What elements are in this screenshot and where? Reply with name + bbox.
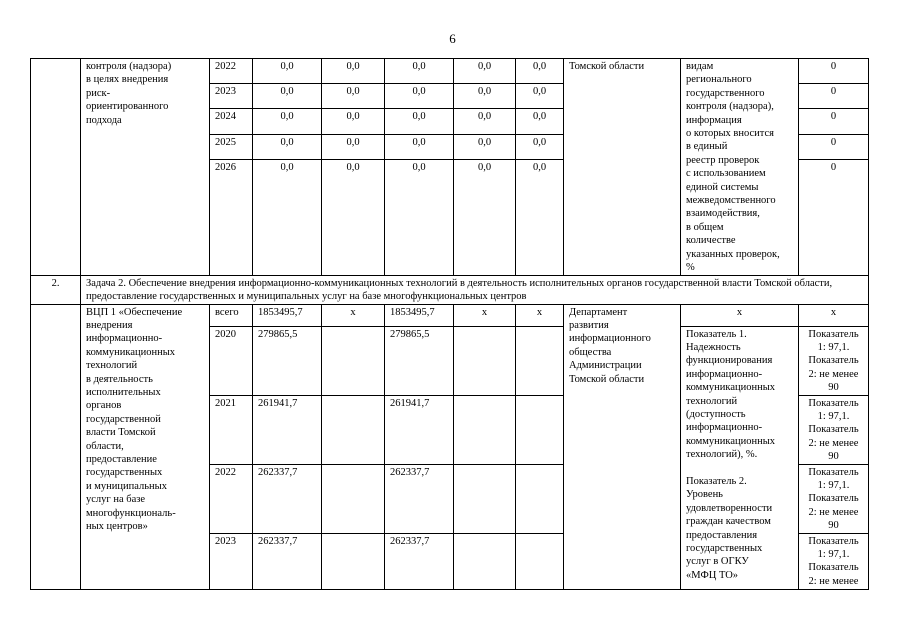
- value-cell: 1853495,7: [385, 304, 454, 326]
- value-cell: 0,0: [385, 84, 454, 109]
- year-cell: 2026: [210, 159, 253, 275]
- value-cell: 261941,7: [253, 395, 322, 464]
- value-cell: 0,0: [253, 109, 322, 134]
- value-cell: 0,0: [253, 134, 322, 159]
- indicator-cell: Показатель 1. Надежность функционирования информационно- коммуникационных технологий (доступность информационно- коммуникационных технологий), %. Показатель 2. Уровень удовлетворенности граждан качеством предоставления государственных услуг в ОГКУ «МФЦ ТО»: [681, 326, 799, 589]
- year-cell: 2024: [210, 109, 253, 134]
- value-cell: [322, 464, 385, 533]
- table-row: [31, 304, 869, 326]
- year-cell: 2023: [210, 84, 253, 109]
- value-cell: x: [516, 304, 564, 326]
- value-cell: [454, 533, 516, 589]
- value-cell: 0,0: [385, 59, 454, 84]
- table-row: [31, 59, 869, 84]
- value-cell: x: [454, 304, 516, 326]
- value-cell: [454, 464, 516, 533]
- value-cell: [322, 326, 385, 395]
- indicator-value-cell: Показатель 1: 97,1. Показатель 2: не менее 90: [799, 326, 869, 395]
- program-table: [30, 58, 869, 590]
- value-cell: x: [322, 304, 385, 326]
- measure-description: контроля (надзора) в целях внедрения риск- ориентированного подхода: [81, 59, 210, 276]
- value-cell: [322, 533, 385, 589]
- value-cell: 0,0: [385, 159, 454, 275]
- indicator-value-cell: 0: [799, 84, 869, 109]
- indicator-value-cell: x: [799, 304, 869, 326]
- value-cell: 279865,5: [385, 326, 454, 395]
- year-cell: 2022: [210, 464, 253, 533]
- year-cell: 2023: [210, 533, 253, 589]
- value-cell: [454, 395, 516, 464]
- indicator-value-cell: Показатель 1: 97,1. Показатель 2: не менее: [799, 533, 869, 589]
- indicator-value-cell: Показатель 1: 97,1. Показатель 2: не менее 90: [799, 464, 869, 533]
- task-number: 2.: [31, 275, 81, 304]
- value-cell: 279865,5: [253, 326, 322, 395]
- value-cell: 0,0: [516, 84, 564, 109]
- value-cell: [322, 395, 385, 464]
- value-cell: 0,0: [322, 84, 385, 109]
- vcp-description: ВЦП 1 «Обеспечение внедрения информационно- коммуникационных технологий в деятельность исполнительных органов государственной власти Томской области, предоставление государственных и муниципальных услуг на базе многофункциональ- ных центров»: [81, 304, 210, 589]
- value-cell: 0,0: [322, 109, 385, 134]
- row-number-cell: [31, 304, 81, 589]
- year-cell: 2022: [210, 59, 253, 84]
- value-cell: 0,0: [322, 134, 385, 159]
- value-cell: [516, 326, 564, 395]
- value-cell: [454, 326, 516, 395]
- value-cell: 0,0: [516, 159, 564, 275]
- indicator-cell: x: [681, 304, 799, 326]
- row-number-cell: [31, 59, 81, 276]
- indicator-value-cell: Показатель 1: 97,1. Показатель 2: не менее 90: [799, 395, 869, 464]
- value-cell: [516, 533, 564, 589]
- value-cell: 0,0: [516, 59, 564, 84]
- year-cell: 2020: [210, 326, 253, 395]
- page-number: 6: [449, 31, 456, 46]
- value-cell: 1853495,7: [253, 304, 322, 326]
- value-cell: 0,0: [253, 59, 322, 84]
- value-cell: 0,0: [253, 159, 322, 275]
- indicator-cell: видам регионального государственного контроля (надзора), информация о которых вносится в единый реестр проверок с использованием единой системы межведомственного взаимодействия, в общем количестве указанных проверок, %: [681, 59, 799, 276]
- value-cell: 262337,7: [385, 464, 454, 533]
- indicator-value-cell: 0: [799, 59, 869, 84]
- value-cell: 0,0: [322, 59, 385, 84]
- value-cell: 0,0: [454, 159, 516, 275]
- indicator-value-cell: 0: [799, 134, 869, 159]
- year-cell: 2021: [210, 395, 253, 464]
- executor-cell: Департамент развития информационного общества Администрации Томской области: [564, 304, 681, 589]
- value-cell: 0,0: [454, 84, 516, 109]
- executor-cell: Томской области: [564, 59, 681, 276]
- total-label: всего: [210, 304, 253, 326]
- value-cell: 0,0: [516, 109, 564, 134]
- indicator-value-cell: 0: [799, 109, 869, 134]
- value-cell: 262337,7: [253, 533, 322, 589]
- indicator-value-cell: 0: [799, 159, 869, 275]
- task-row: [31, 275, 869, 304]
- task-title: Задача 2. Обеспечение внедрения информационно-коммуникационных технологий в деятельность исполнительных органов государственной власти Томской области, предоставление государственных и муниципальных услуг на базе многофункциональных центров: [81, 275, 869, 304]
- value-cell: 0,0: [454, 134, 516, 159]
- value-cell: 0,0: [385, 109, 454, 134]
- value-cell: 0,0: [516, 134, 564, 159]
- value-cell: 0,0: [322, 159, 385, 275]
- value-cell: 262337,7: [253, 464, 322, 533]
- value-cell: 262337,7: [385, 533, 454, 589]
- value-cell: 0,0: [385, 134, 454, 159]
- value-cell: [516, 464, 564, 533]
- value-cell: 0,0: [253, 84, 322, 109]
- value-cell: 261941,7: [385, 395, 454, 464]
- year-cell: 2025: [210, 134, 253, 159]
- value-cell: 0,0: [454, 59, 516, 84]
- value-cell: 0,0: [454, 109, 516, 134]
- value-cell: [516, 395, 564, 464]
